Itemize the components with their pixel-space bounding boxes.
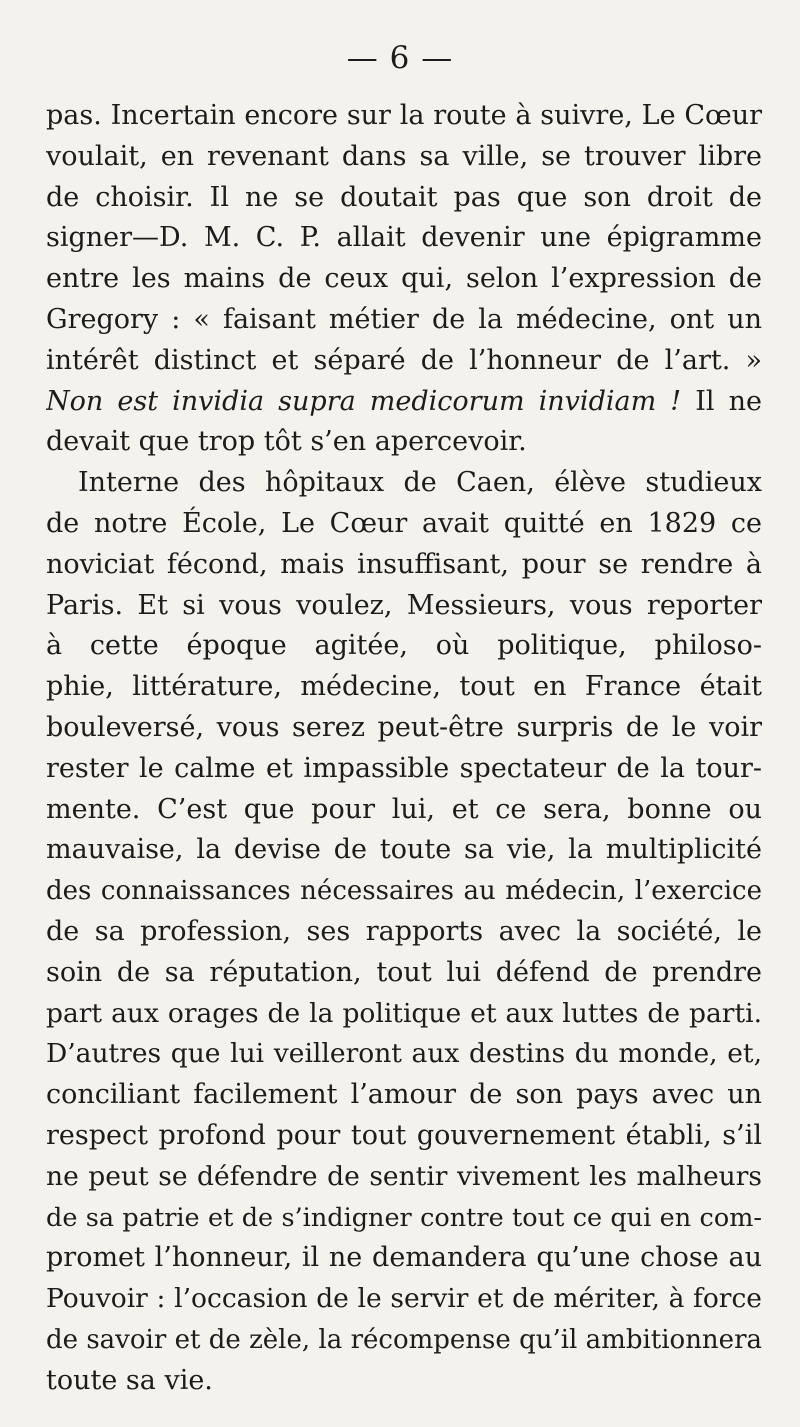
text-line [46,382,762,423]
line-text: entre les mains de ceux qui, selon l’expression de [46,263,762,295]
text-line [46,1279,762,1320]
text-line [46,178,762,219]
line-text: conciliant facilement l’amour de son pays avec un [46,1079,762,1111]
line-text: Gregory : « faisant métier de la médecine, ont un [46,303,762,335]
line-text: des connaissances nécessaires au médecin, l’exercice [46,876,762,907]
line-text: part aux orages de la politique et aux luttes de parti. [46,997,762,1029]
text-line [46,504,762,545]
line-text: mauvaise, la devise de toute sa vie, la multiplicité [46,834,762,866]
text-line [46,626,762,667]
line-text: promet l’honneur, il ne demandera qu’une chose au [46,1242,762,1274]
text-line [46,137,762,178]
line-text: mente. C’est que pour lui, et ce sera, bonne ou [46,793,762,825]
line-text: de choisir. Il ne se doutait pas que son droit de [46,181,762,213]
text-line [46,830,762,871]
text-line [46,953,762,994]
text-line [46,790,762,831]
line-text: pas. Incertain encore sur la route à suivre, Le Cœur [46,100,762,131]
text-line [46,218,762,259]
text-line [46,545,762,586]
body-text [46,96,762,1402]
text-line [46,1361,762,1402]
line-text: soin de sa réputation, tout lui défend de prendre [46,956,762,988]
text-line [46,1198,762,1239]
text-line [46,463,762,504]
line-text: D’autres que lui veilleront aux destins du monde, et, [46,1038,762,1070]
text-line [46,1238,762,1279]
line-text: de sa profession, ses rapports avec la société, le [46,915,762,947]
line-text: de savoir et de zèle, la récompense qu’il ambitionnera [46,1324,762,1355]
text-line [46,994,762,1035]
text-line [46,912,762,953]
line-text: Paris. Et si vous voulez, Messieurs, vous reporter [46,589,762,621]
text-line [46,96,762,137]
line-text: de notre École, Le Cœur avait quitté en 1829 ce [46,507,762,539]
text-line [46,667,762,708]
text-line [46,871,762,912]
line-text: voulait, en revenant dans sa ville, se trouver libre [46,140,762,172]
line-text: respect profond pour tout gouvernement établi, s’il [46,1119,762,1151]
line-text: rester le calme et impassible spectateur de la tour- [46,752,762,784]
text-line [46,1116,762,1157]
line-text: Pouvoir : l’occasion de le servir et de mériter, à force [46,1283,762,1315]
line-text: de sa patrie et de s’indigner contre tout ce qui en com- [46,1202,762,1233]
italic-quote: Non est invidia supra medicorum invidiam ! [46,385,682,417]
line-text: phie, littérature, médecine, tout en France était [46,671,762,703]
line-text: Il ne [681,385,762,417]
line-text: signer—D. M. C. P. allait devenir une épigramme [46,222,762,254]
text-line [46,1157,762,1198]
text-line [46,1320,762,1361]
line-text: à cette époque agitée, où politique, philoso- [46,630,762,662]
line-text: Interne des hôpitaux de Caen, élève studieux [78,467,762,499]
line-text: bouleversé, vous serez peut-être surpris de le voir [46,711,762,743]
text-line [46,749,762,790]
text-line [46,341,762,382]
line-text: devait que trop tôt s’en apercevoir. [46,426,527,458]
text-line [46,300,762,341]
text-line [46,1034,762,1075]
text-line [46,708,762,749]
text-line [46,259,762,300]
line-text: intérêt distinct et séparé de l’honneur de l’art. » [46,344,762,376]
page-number: — 6 — [346,40,454,76]
line-text: ne peut se défendre de sentir vivement les malheurs [46,1160,762,1192]
text-line [46,422,762,463]
line-text: noviciat fécond, mais insuffisant, pour se rendre à [46,548,762,580]
text-line [46,1075,762,1116]
line-text: toute sa vie. [46,1364,213,1396]
text-line [46,586,762,627]
